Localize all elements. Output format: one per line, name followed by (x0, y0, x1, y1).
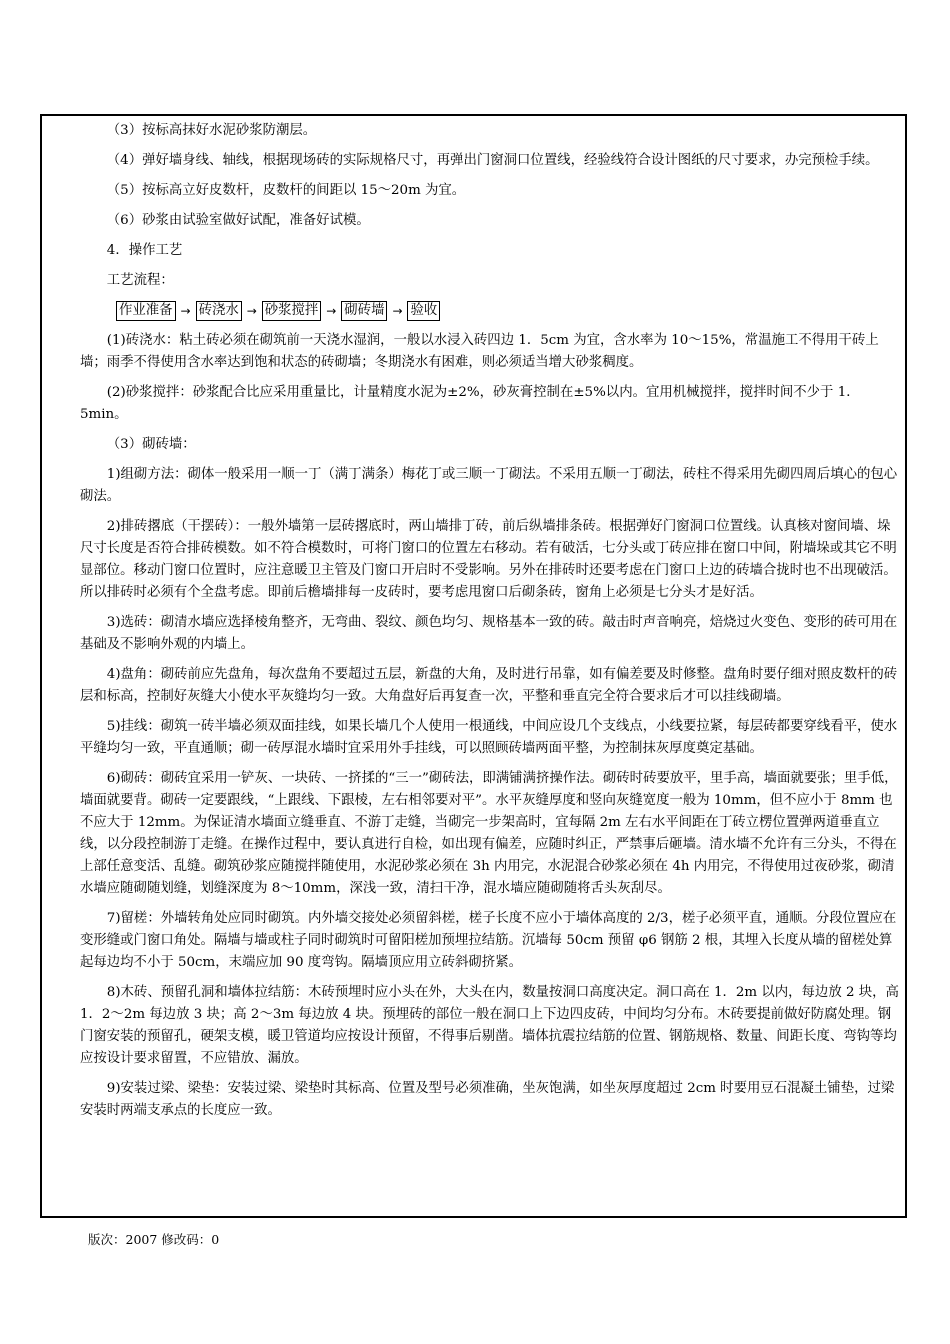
arrow-right-icon: → (246, 304, 257, 318)
process-flow (116, 300, 903, 322)
paragraph: (2)砂浆搅拌：砂浆配合比应采用重量比，计量精度水泥为±2%，砂灰膏控制在±5%以内。宜用机械搅拌，搅拌时间不少于 1．5min。 (80, 385, 860, 422)
flow-step: 砌砖墙 (341, 301, 387, 321)
section-heading: （3）砌砖墙： (106, 437, 196, 452)
flow-label: 工艺流程： (106, 273, 174, 288)
document-body (80, 120, 903, 1122)
paragraph: （5）按标高立好皮数杆，皮数杆的间距以 15～20m 为宜。 (106, 183, 466, 198)
paragraph: 3)选砖：砌清水墙应选择棱角整齐，无弯曲、裂纹、颜色均匀、规格基本一致的砖。敲击时声音响亮，焙烧过火变色、变形的砖可用在基础及不影响外观的内墙上。 (80, 615, 898, 652)
section-heading: 4．操作工艺 (106, 243, 183, 258)
flow-step: 验收 (407, 301, 440, 321)
paragraph: 4)盘角：砌砖前应先盘角，每次盘角不要超过五层，新盘的大角，及时进行吊靠，如有偏差要及时修整。盘角时要仔细对照皮数杆的砖层和标高，控制好灰缝大小使水平灰缝均匀一致。大角盘好后再复查一次，平整和垂直完全符合要求后才可以挂线砌墙。 (80, 667, 898, 704)
paragraph: 6)砌砖：砌砖宜采用一铲灰、一块砖、一挤揉的“三一”砌砖法，即满铺满挤操作法。砌砖时砖要放平，里手高，墙面就要张；里手低，墙面就要背。砌砖一定要跟线，“上跟线、下跟棱，左右相邻要对平”。水平灰缝厚度和竖向灰缝宽度一般为 10mm，但不应小于 8mm 也不应大于 12mm。为保证清水墙面立缝垂直、不游丁走缝，当砌完一步架高时，宜每隔 2m 左右水平间距在丁砖立楞位置弹两道垂直立线，以分段控制游丁走缝。在操作过程中，要认真进行自检，如出现有偏差，应随时纠正，严禁事后砸墙。清水墙不允许有三分头，不得在上部任意变活、乱缝。砌筑砂浆应随搅拌随使用，水泥砂浆必须在 3h 内用完，水泥混合砂浆必须在 4h 内用完，不得使用过夜砂浆，砌清水墙应随砌随划缝，划缝深度为 8～10mm，深浅一致，清扫干净，混水墙应随砌随将舌头灰刮尽。 (80, 771, 898, 896)
paragraph: 5)挂线：砌筑一砖半墙必须双面挂线，如果长墙几个人使用一根通线，中间应设几个支线点，小线要拉紧，每层砖都要穿线看平，使水平缝均匀一致，平直通顺；砌一砖厚混水墙时宜采用外手挂线，可以照顾砖墙两面平整，为控制抹灰厚度奠定基础。 (80, 719, 898, 756)
arrow-right-icon: → (326, 304, 337, 318)
page-footer: 版次：2007 修改码：0 (88, 1232, 220, 1247)
paragraph: 7)留槎：外墙转角处应同时砌筑。内外墙交接处必须留斜槎，槎子长度不应小于墙体高度的 2/3，槎子必须平直，通顺。分段位置应在变形缝或门窗口角处。隔墙与墙或柱子同时砌筑时可留阳槎加预埋拉结筋。沉墙每 50cm 预留 φ6 钢筋 2 根，其埋入长度从墙的留槎处算起每边均不小于 50cm，末端应加 90 度弯钩。隔墙顶应用立砖斜砌挤紧。 (80, 911, 897, 970)
paragraph: 2)排砖撂底（干摆砖）：一般外墙第一层砖撂底时，两山墙排丁砖，前后纵墙排条砖。根据弹好门窗洞口位置线。认真核对窗间墙、垛尺寸长度是否符合排砖模数。如不符合模数时，可将门窗口的位置左右移动。若有破活，七分头或丁砖应排在窗口中间，附墙垛或其它不明显部位。移动门窗口位置时，应注意暖卫主管及门窗口开启时不受影响。另外在排砖时还要考虑在门窗口上边的砖墙合拢时也不出现破活。所以排砖时必须有个全盘考虑。即前后檐墙排每一皮砖时，要考虑甩窗口后砌条砖，窗角上必须是七分头才是好活。 (80, 519, 897, 600)
paragraph: 1)组砌方法：砌体一般采用一顺一丁（满丁满条）梅花丁或三顺一丁砌法。不采用五顺一丁砌法，砖柱不得采用先砌四周后填心的包心砌法。 (80, 467, 898, 504)
paragraph: 8)木砖、预留孔洞和墙体拉结筋：木砖预埋时应小头在外，大头在内，数量按洞口高度决定。洞口高在 1．2m 以内，每边放 2 块，高 1．2～2m 每边放 3 块；高 2～3m 每边放 4 块。预埋砖的部位一般在洞口上下边四皮砖，中间均匀分布。木砖要提前做好防腐处理。钢门窗安装的预留孔，硬架支模，暖卫管道均应按设计预留，不得事后剔凿。墙体抗震拉结筋的位置、钢筋规格、数量、间距长度、弯钩等均应按设计要求留置，不应错放、漏放。 (80, 985, 899, 1066)
paragraph: (1)砖浇水：粘土砖必须在砌筑前一天浇水湿润，一般以水浸入砖四边 1．5cm 为宜，含水率为 10～15%，常温施工不得用干砖上墙；雨季不得使用含水率达到饱和状态的砖砌墙；冬期浇水有困难，则必须适当增大砂浆稠度。 (80, 333, 879, 370)
arrow-right-icon: → (392, 304, 403, 318)
arrow-right-icon: → (180, 304, 191, 318)
paragraph: （4）弹好墙身线、轴线，根据现场砖的实际规格尺寸，再弹出门窗洞口位置线，经验线符合设计图纸的尺寸要求，办完预检手续。 (106, 153, 879, 168)
flow-step: 作业准备 (116, 301, 176, 321)
flow-step: 砖浇水 (196, 301, 242, 321)
paragraph: 9)安装过梁、梁垫：安装过梁、梁垫时其标高、位置及型号必须准确，坐灰饱满，如坐灰厚度超过 2cm 时要用豆石混凝土铺垫，过梁安装时两端支承点的长度应一致。 (80, 1081, 895, 1118)
flow-step: 砂浆搅拌 (262, 301, 322, 321)
paragraph: （3）按标高抹好水泥砂浆防潮层。 (106, 123, 317, 138)
paragraph: （6）砂浆由试验室做好试配，准备好试模。 (106, 213, 370, 228)
